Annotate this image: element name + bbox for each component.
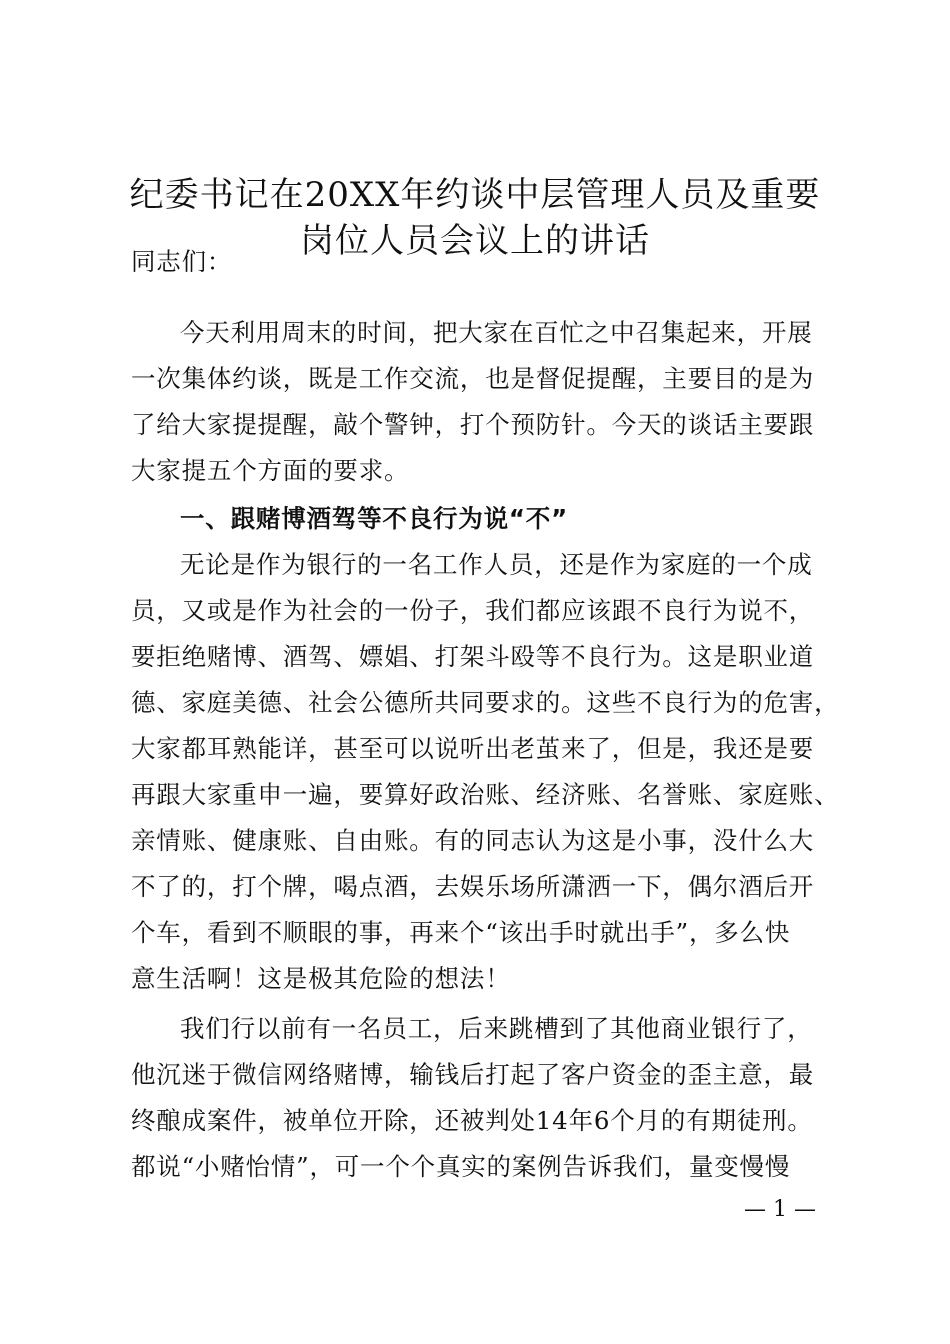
paragraph-line: 不了的，打个牌，喝点酒，去娱乐场所潇洒一下，偶尔酒后开 xyxy=(131,872,815,901)
intro-line: 一次集体约谈，既是工作交流，也是督促提醒，主要目的是为 xyxy=(131,364,815,393)
paragraph-line: 亲情账、健康账、自由账。有的同志认为这是小事，没什么大 xyxy=(131,826,815,855)
page-number: — 1 — xyxy=(744,1197,816,1222)
paragraph-line: 无论是作为银行的一名工作人员，还是作为家庭的一个成 xyxy=(180,550,813,579)
document-title-line-1: 纪委书记在20XX年约谈中层管理人员及重要 xyxy=(129,175,821,215)
paragraph-line: 德、家庭美德、社会公德所共同要求的。这些不良行为的危害， xyxy=(131,688,840,717)
paragraph-line: 个车，看到不顺眼的事，再来个“该出手时就出手”，多么快 xyxy=(131,918,791,947)
paragraph-line: 终酿成案件，被单位开除，还被判处14年6个月的有期徒刑。 xyxy=(131,1106,813,1135)
paragraph-line: 我们行以前有一名员工，后来跳槽到了其他商业银行了， xyxy=(180,1014,813,1043)
paragraph-line: 大家都耳熟能详，甚至可以说听出老茧来了，但是，我还是要 xyxy=(131,734,815,763)
salutation: 同志们： xyxy=(131,247,233,276)
intro-line: 大家提五个方面的要求。 xyxy=(131,456,410,485)
paragraph-line: 都说“小赌怡情”，可一个个真实的案例告诉我们，量变慢慢 xyxy=(131,1152,791,1181)
paragraph-line: 要拒绝赌博、酒驾、嫖娼、打架斗殴等不良行为。这是职业道 xyxy=(131,642,815,671)
paragraph-line: 再跟大家重申一遍，要算好政治账、经济账、名誉账、家庭账、 xyxy=(131,780,840,809)
section-heading: 一、跟赌博酒驾等不良行为说“不” xyxy=(180,504,569,533)
intro-line: 了给大家提提醒，敲个警钟，打个预防针。今天的谈话主要跟 xyxy=(131,410,815,439)
intro-line: 今天利用周末的时间，把大家在百忙之中召集起来，开展 xyxy=(180,318,813,347)
paragraph-line: 他沉迷于微信网络赌博，输钱后打起了客户资金的歪主意，最 xyxy=(131,1060,815,1089)
paragraph-line: 意生活啊！这是极其危险的想法！ xyxy=(131,964,511,993)
paragraph-line: 员，又或是作为社会的一份子，我们都应该跟不良行为说不， xyxy=(131,596,815,625)
document-title-line-2: 岗位人员会议上的讲话 xyxy=(300,221,650,261)
